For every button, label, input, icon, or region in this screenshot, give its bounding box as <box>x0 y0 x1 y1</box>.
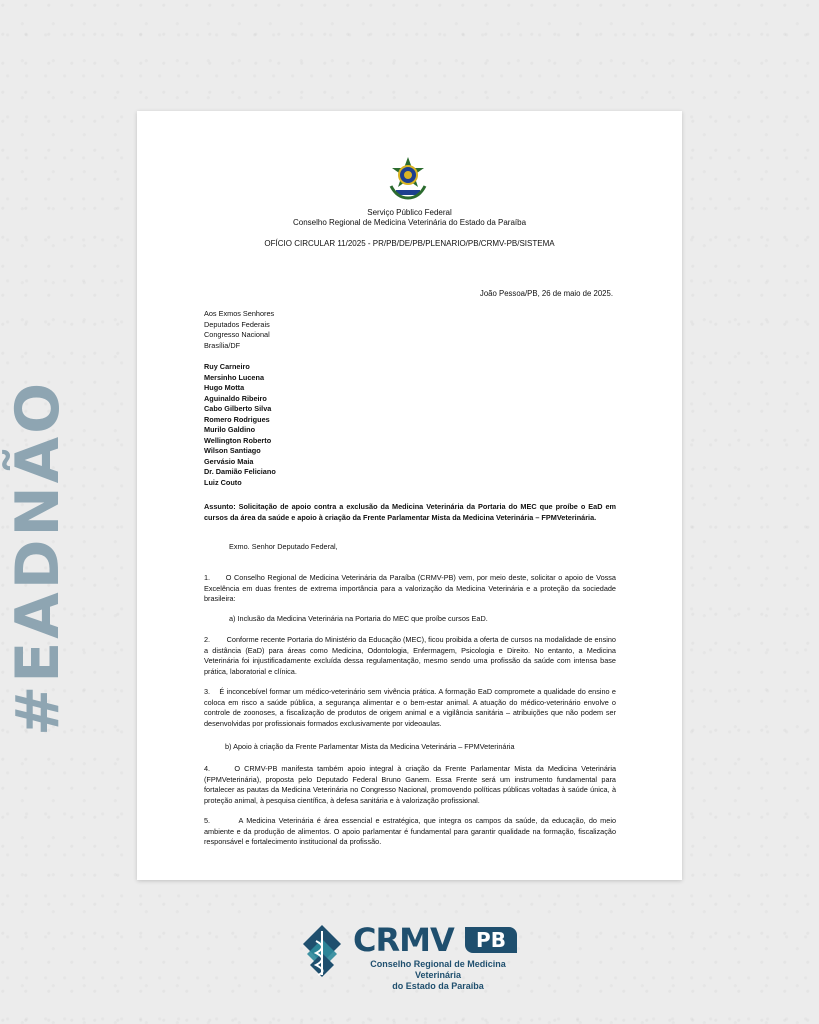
deputy-name: Mersinho Lucena <box>204 372 265 382</box>
deputy-name: Luiz Couto <box>204 477 242 487</box>
deputy-name: Wellington Roberto <box>204 435 272 445</box>
paragraph-2: 2. Conforme recente Portaria do Ministério da Educação (MEC), ficou proibida a oferta de cursos na modalidade de ensino a distância (EaD) para áreas como Medicina, Odontologia, Enfermagem, Psicologia e Direito. No entanto, a Medicina Veterinária foi injustificadamente excluída dessa regulamentação, mesmo sendo uma profissão da saúde com intensa base prática, laboratorial e clínica. <box>204 635 619 676</box>
deputy-name: Wilson Santiago <box>204 446 261 455</box>
deputy-name: Hugo Motta <box>204 383 245 392</box>
logo-subtitle <box>353 959 523 992</box>
paragraph-3: 3. É inconcebível formar um médico-veterinário sem vivência prática. A formação EaD compromete a qualidade do ensino e coloca em risco a saúde pública, a segurança alimentar e o bem-estar animal. A atuação do médico-veterinário envolve o controle de zoonoses, a fiscalização de produtos de origem animal e a vigilância sanitária – atribuições que não podem ser desenvolvidas por profissionais formados exclusivamente por videoaulas. <box>204 687 619 728</box>
logo-wordmark: CRMV <box>353 921 454 959</box>
header-line-1: Serviço Público Federal <box>367 208 452 217</box>
paragraph-4: 4. O CRMV-PB manifesta também apoio integral à criação da Frente Parlamentar Mista da Medicina Veterinária (FPMVeterinária), proposta pelo Deputado Federal Bruno Ganem. Essa Frente será um instrumento fundamental para fortalecer as pautas da Medicina Veterinária no Congresso Nacional, promovendo políticas públicas voltadas à saúde única, à proteção animal, à pesquisa científica, à defesa sanitária e à valorização profissional. <box>204 764 619 805</box>
letter-date: João Pessoa/PB, 26 de maio de 2025. <box>479 289 613 298</box>
deputy-name: Murilo Galdino <box>204 425 256 434</box>
paragraph-5: 5. A Medicina Veterinária é área essencial e estratégica, que integra os campos da saúde, da educação, do meio ambiente e da produção de alimentos. O apoio parlamentar é fundamental para garantir qualidade na formação, fiscalização responsável e fortalecimento institucional da profissão. <box>204 816 619 846</box>
header-line-2: Conselho Regional de Medicina Veterinária do Estado da Paraíba <box>292 218 527 227</box>
caduceus-icon <box>301 923 343 981</box>
deputy-name: Cabo Gilberto Silva <box>204 404 272 413</box>
deputy-name: Aguinaldo Ribeiro <box>204 393 267 403</box>
deputy-name: Ruy Carneiro <box>204 362 250 371</box>
salutation: Exmo. Senhor Deputado Federal, <box>229 542 338 551</box>
hashtag-vertical: #EADNÃO <box>3 379 73 736</box>
logo-subtitle-line-2: do Estado da Paraíba <box>392 981 484 991</box>
recipient-line: Aos Exmos Senhores <box>204 309 275 318</box>
logo-pb-badge: PB <box>465 927 517 953</box>
item-b: b) Apoio à criação da Frente Parlamentar Mista da Medicina Veterinária – FPMVeterinária <box>225 742 515 751</box>
document-page <box>137 111 682 880</box>
logo-subtitle-line-1: Conselho Regional de Medicina Veterinária <box>370 959 506 980</box>
brazil-coat-of-arms-icon <box>387 156 429 202</box>
deputies-list <box>204 362 276 488</box>
recipient-line: Congresso Nacional <box>204 330 270 339</box>
deputy-name: Gervásio Maia <box>204 456 254 466</box>
item-a: a) Inclusão da Medicina Veterinária na Portaria do MEC que proíbe cursos EaD. <box>229 614 488 623</box>
recipient-line: Deputados Federais <box>204 319 270 329</box>
subject-line: Assunto: Solicitação de apoio contra a exclusão da Medicina Veterinária da Portaria do MEC que proíbe o EaD em cursos da área da saúde e apoio à criação da Frente Parlamentar Mista da Medicina Veterinária – FPMVeterinária. <box>204 502 616 522</box>
paragraph-1: 1. O Conselho Regional de Medicina Veterinária da Paraíba (CRMV-PB) vem, por meio deste, solicitar o apoio de Vossa Excelência em duas frentes de extrema importância para a valorização da Medicina Veterinária e a proteção da sociedade brasileira: <box>204 573 619 603</box>
recipients-block <box>204 309 274 351</box>
deputy-name: Romero Rodrigues <box>204 414 270 424</box>
crmv-pb-logo <box>301 921 521 991</box>
recipient-line: Brasília/DF <box>204 340 241 350</box>
oficio-number: OFÍCIO CIRCULAR 11/2025 - PR/PB/DE/PB/PLENARIO/PB/CRMV-PB/SISTEMA <box>264 239 555 248</box>
deputy-name: Dr. Damião Feliciano <box>204 467 276 476</box>
